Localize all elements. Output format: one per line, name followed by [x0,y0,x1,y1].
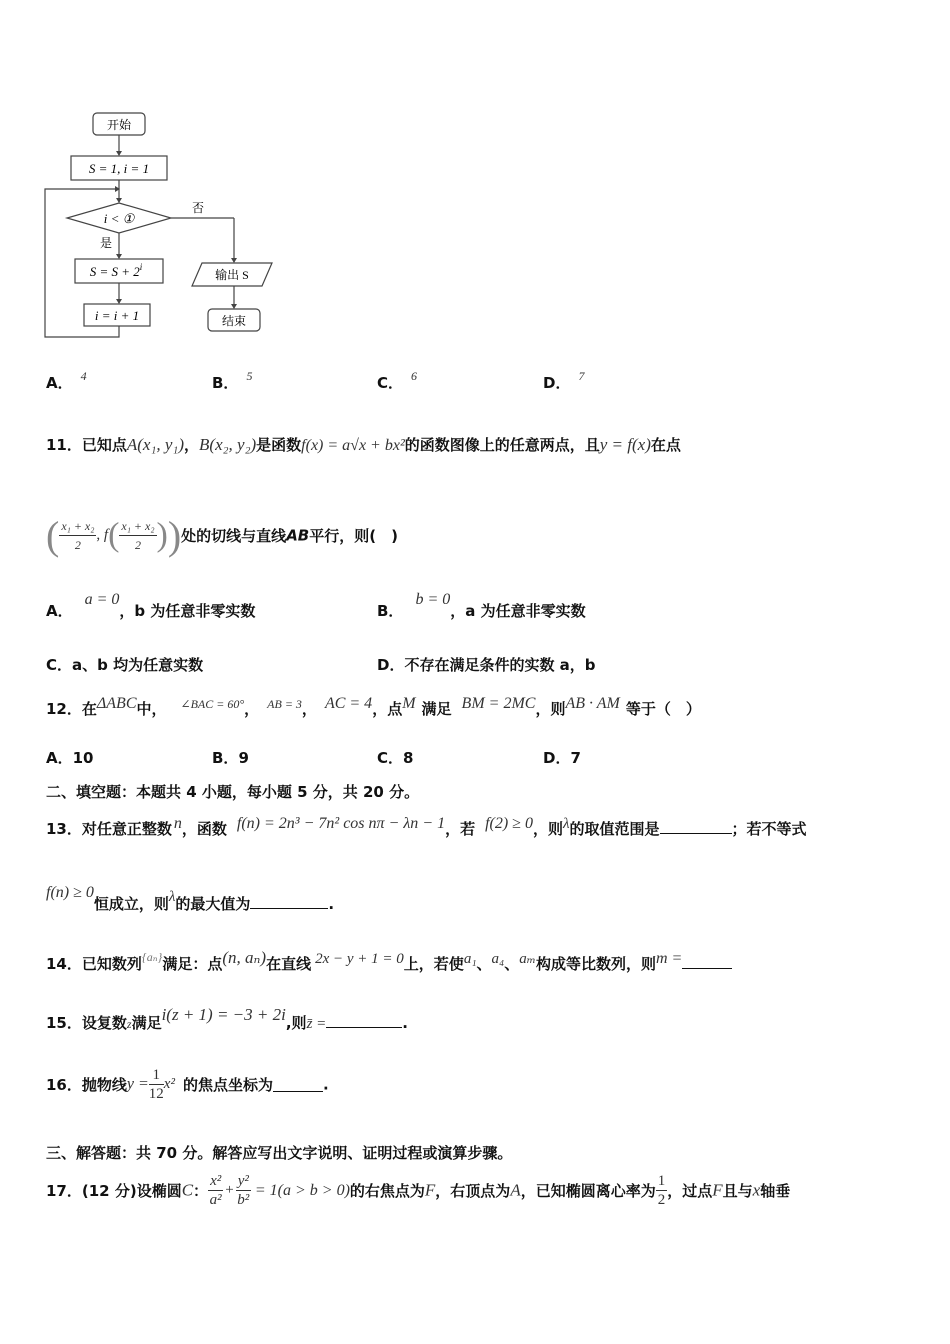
flowchart-no-label: 否 [191,201,205,215]
q12-option-d-value: 7 [570,749,581,767]
q11-option-c [46,654,203,675]
q11-text-5: 处的切线与直线 [181,527,287,545]
q15-zbar: z̄ = [306,1016,327,1032]
q14-stem [46,948,732,974]
q11-option-d-letter: D． [377,656,405,674]
q14-a1: a₁ [463,951,477,967]
q13-line1 [46,815,807,839]
q15-number: 15． [46,1014,82,1032]
q10-option-d-value: 7 [578,369,585,383]
q10-option-a-value: 4 [80,369,87,383]
q17-text-3: ，右顶点为 [435,1182,511,1200]
q14-sequence: {aₙ} [141,950,163,964]
q13-text-5: 的取值范围是 [569,820,660,838]
q11-option-a [46,591,256,621]
q14-text-4: 上，若使 [403,955,464,973]
q15-text-1: 设复数 [81,1014,127,1032]
q13-text-2: ，函数 [181,820,227,838]
q12-option-a-value: 10 [72,749,94,767]
q11-midpoint-num-1: x₁ + x₂ [59,517,96,536]
q12-option-c-letter: C． [377,749,404,767]
q17-frac-x [208,1172,223,1209]
flowchart-update-s-exp: i [139,262,143,272]
flowchart [30,105,290,345]
q12-option-d-letter: D． [543,749,571,767]
q13-lambda-1: λ [562,816,570,832]
q13-lambda-2: λ [168,889,176,905]
flowchart-output-text: 输出 S [215,268,249,282]
q13-blank-1[interactable] [660,819,732,834]
q17-score: (12 分) [81,1182,137,1200]
flowchart-update-s-main: S = S + 2 [89,264,140,279]
q17-frac-x-num: x² [210,1173,222,1189]
q11-midpoint-num-2: x₁ + x₂ [119,517,156,536]
flowchart-update-s-text [90,262,143,279]
q12-condition: BM = 2MC [461,695,536,712]
q14-text-1: 已知数列 [81,955,142,973]
q13-text-1: 对任意正整数 [81,820,172,838]
q11-option-c-letter: C． [46,656,73,674]
q11-text-2: 是函数 [256,436,302,454]
q17-stem [46,1172,790,1209]
q14-number: 14． [46,955,82,973]
q11-option-b-math: b = 0 [415,591,451,608]
flowchart-end-text: 结束 [221,314,247,328]
q13-text-6: ；若不等式 [731,820,807,838]
q17-number: 17． [46,1182,82,1200]
q17-frac-y-den: b² [237,1192,250,1208]
q12-option-b [212,747,249,768]
q15-equation: i(z + 1) = −3 + 2i [161,1005,286,1024]
q13-condition: f(2) ≥ 0 [485,815,533,832]
q14-blank[interactable] [682,954,732,969]
q12-option-c-value: 8 [403,749,414,767]
q13-text-7: 恒成立，则 [93,895,169,913]
q11-midpoint-den-2: 2 [134,538,141,552]
q17-frac-x-den: a² [209,1192,222,1208]
q17-text-1: 设椭圆 [136,1182,182,1200]
q11-midpoint-frac-1 [59,517,96,554]
q12-option-c [377,747,413,768]
q11-text-3: 的函数图像上的任意两点，且 [404,436,600,454]
q12-option-a [46,747,93,768]
q10-option-b-letter: B． [212,374,239,392]
q17-f-1: F [424,1180,436,1200]
q14-am: aₘ [519,951,536,967]
q12-angle: ∠BAC = 60° [180,697,245,711]
q12-text-6: 等于（ ） [625,700,701,718]
q12-sep-2: ， [301,700,317,718]
q16-text-1: 抛物线 [81,1076,127,1094]
q14-sep-2: 、 [504,955,520,973]
q12-text-5: ，则 [535,700,566,718]
q12-text-3: ，点 [372,700,403,718]
q11-option-d-text: 不存在满足条件的实数 a，b [404,656,596,674]
q10-option-d [543,369,585,393]
q10-option-d-letter: D． [543,374,571,392]
q11-option-b-text: ，a 为任意非零实数 [450,602,586,620]
q16-y: y = [126,1075,149,1093]
flowchart-init-text: S = 1, i = 1 [88,161,150,176]
q11-midpoint-den-1: 2 [74,538,81,552]
q11-option-a-math: a = 0 [84,591,120,608]
q12-text-1: 在 [81,700,97,718]
q11-option-b [377,591,586,621]
q13-line2 [46,884,335,914]
q17-frac-y [236,1172,251,1209]
section-2-heading: 二、填空题：本题共 4 小题，每小题 5 分，共 20 分。 [46,783,420,801]
q13-text-3: ，若 [445,820,476,838]
q10-option-a-letter: A． [46,374,73,392]
q11-option-a-letter: A． [46,602,73,620]
q16-frac-num: 1 [149,1066,164,1085]
q17-c: C [181,1180,194,1200]
q13-function: f(n) = 2n³ − 7n² cos nπ − λn − 1 [236,815,446,832]
q13-condition-2: f(n) ≥ 0 [46,884,94,901]
q13-text-4: ，则 [532,820,563,838]
q12-option-d [543,747,581,768]
q11-line2: ( $\frac{\text{x₁ + x₂}}{2}$ , f( $\frac{\text{x₁ + x₂}}{2}$ ))处的切线与直线AB平行，则( ) [46,513,398,558]
q16-text-3: . [322,1075,329,1094]
q11-text-6: 平行，则( ) [309,527,398,545]
q10-option-c-value: 6 [411,369,418,383]
q11-option-b-letter: B． [377,602,404,620]
q12-text-4: 满足 [421,700,452,718]
q11-ab: AB [286,526,310,545]
q17-text-4: ，已知椭圆离心率为 [520,1182,656,1200]
q15-text-2: 满足 [131,1014,162,1032]
q12-ac: AC = 4 [324,695,373,712]
q12-option-b-letter: B． [212,749,239,767]
q16-stem [46,1066,329,1103]
q17-colon: ： [193,1182,209,1200]
q13-text-9: . [328,895,335,913]
q10-option-b-value: 5 [246,369,253,383]
q17-text-2: 的右焦点为 [349,1182,425,1200]
flowchart-update-i-text: i = i + 1 [94,308,140,323]
q15-text-3: ,则 [285,1014,307,1032]
q12-number: 12． [46,700,82,718]
q11-point-a: A(x₁, y₁) [126,435,185,454]
q15-blank[interactable] [326,1013,402,1028]
q11-y-fx: y = f(x) [599,435,651,454]
q13-number: 13． [46,820,82,838]
q10-option-b [212,369,253,393]
q14-text-5: 构成等比数列，则 [535,955,656,973]
q17-text-5: ，过点 [667,1182,713,1200]
q17-x: x [752,1180,761,1200]
q11-midpoint-frac-2 [119,517,156,554]
q16-x2: x² [163,1076,175,1092]
q12-sep-1: ， [244,700,260,718]
q14-point: (n, aₙ) [222,948,267,967]
q17-text-7: 轴垂 [760,1182,791,1200]
q11-option-a-text: ，b 为任意非零实数 [119,602,256,620]
q16-frac-den: 12 [148,1086,164,1102]
q17-eccentricity-num: 1 [657,1173,666,1189]
q14-line: 2x − y + 1 = 0 [315,951,404,967]
q10-option-a [46,369,87,393]
q12-text-2: 中， [136,700,167,718]
q16-number: 16． [46,1076,82,1094]
q11-option-d [377,654,596,675]
flowchart-yes-label: 是 [99,236,113,250]
q16-blank[interactable] [273,1077,323,1092]
q10-option-c [377,369,418,393]
q12-dot-product: AB · AM [565,695,620,712]
q14-text-2: 满足：点 [162,955,223,973]
q12-point-m: M [402,695,416,712]
flowchart-condition-text: i < ① [103,211,135,226]
q14-m: m = [656,950,683,967]
q16-text-2: 的焦点坐标为 [182,1076,273,1094]
q17-eccentricity-den: 2 [657,1192,666,1208]
q11-function: f(x) = a√x + bx² [301,437,405,454]
q13-n: n [173,815,182,832]
q14-a4: a₄ [491,951,505,967]
q16-frac [149,1066,164,1103]
section-3-heading: 三、解答题：共 70 分。解答应写出文字说明、证明过程或演算步骤。 [46,1144,513,1162]
q11-text-4: 在点 [650,436,681,454]
q14-text-3: 在直线 [266,955,312,973]
q17-a: A [510,1180,521,1200]
q12-stem [46,695,701,719]
q11-f-label: f [103,527,109,543]
q12-option-b-value: 9 [238,749,249,767]
q13-text-8: 的最大值为 [175,895,251,913]
q11-comma: ， [184,436,200,454]
q12-ab: AB = 3 [267,697,302,711]
q11-text-1: 已知点 [81,436,127,454]
q14-sep-1: 、 [476,955,492,973]
q11-point-b: B(x₂, y₂) [199,435,257,454]
q15-text-4: . [402,1014,408,1032]
q17-frac-y-num: y² [237,1173,249,1189]
q15-stem [46,1005,408,1033]
q11-line1 [46,434,681,455]
q10-option-c-letter: C． [377,374,404,392]
flowchart-start-text: 开始 [106,118,132,132]
q17-text-6: 且与 [722,1182,753,1200]
q17-plus: + [225,1182,234,1198]
q17-f-2: F [712,1180,723,1200]
q17-eccentricity [656,1172,668,1209]
q11-option-c-text: a、b 均为任意实数 [72,656,204,674]
q15-z: z [126,1017,132,1031]
q11-number: 11． [46,436,82,454]
q17-equation: = 1(a > b > 0) [254,1181,350,1199]
q13-blank-2[interactable] [250,894,328,909]
q12-triangle: ΔABC [96,695,137,712]
q12-option-a-letter: A． [46,749,73,767]
